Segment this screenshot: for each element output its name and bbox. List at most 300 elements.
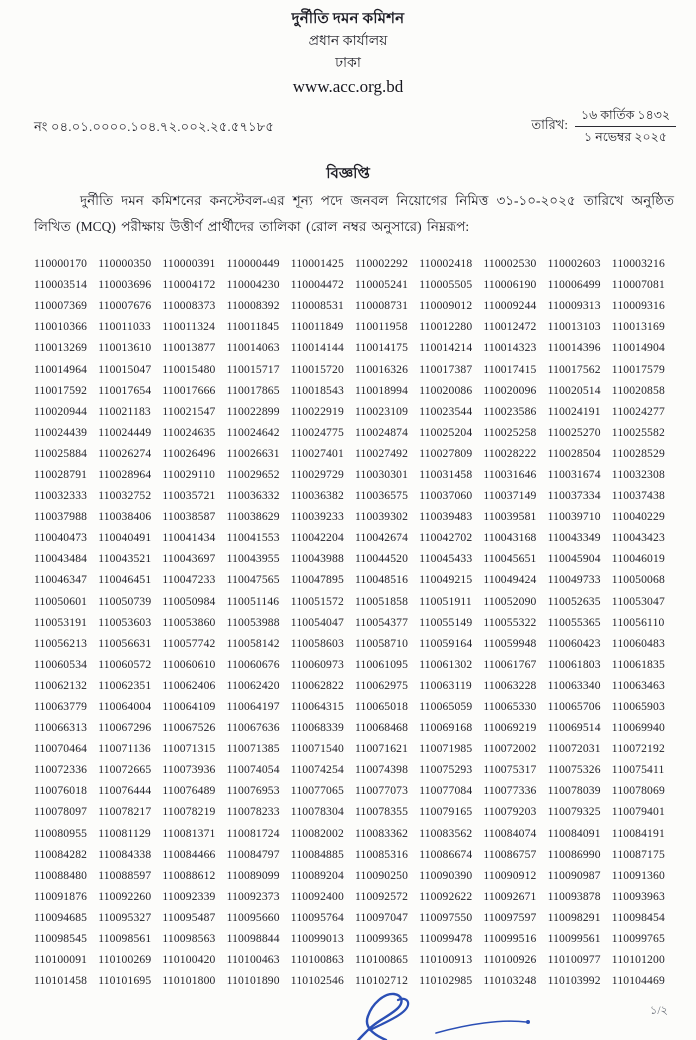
- notice-body: দুর্নীতি দমন কমিশনের কনস্টেবল-এর শূন্য পদে জনবল নিয়োগের নিমিত্ত ৩১-১০-২০২৫ তারিখে অনুষ্ঠিত লিখিত (MCQ) পরীক্ষায় উত্তীর্ণ প্রার্থীদের তালিকা (রোল নম্বর অনুসারে) নিম্নরূপ:: [34, 193, 674, 234]
- roll-number: 110076444: [98, 784, 152, 798]
- memo-value: ০৪.০১.০০০০.১০৪.৭২.০০২.২৫.৫৭১৮৫: [51, 119, 275, 134]
- roll-number: 110079401: [611, 805, 665, 819]
- roll-number: 110068468: [354, 721, 409, 735]
- roll-number: 110084074: [483, 826, 537, 840]
- date-fraction: [575, 106, 676, 147]
- roll-number: 110011033: [98, 320, 151, 334]
- roll-number: 110021183: [98, 404, 151, 418]
- roll-number: 110009316: [611, 299, 665, 313]
- roll-number: 110054047: [290, 615, 344, 629]
- roll-number: 110027809: [419, 446, 473, 460]
- roll-number: 110084885: [290, 847, 344, 861]
- roll-number: 110065706: [547, 700, 601, 714]
- roll-number: 110060676: [226, 657, 280, 671]
- roll-number: 110007676: [98, 299, 152, 313]
- roll-number: 110005505: [419, 278, 473, 292]
- roll-number: 110071540: [290, 742, 344, 756]
- roll-number: 110047565: [226, 573, 280, 587]
- roll-number: 110086990: [547, 847, 601, 861]
- roll-number: 110023544: [419, 404, 473, 418]
- roll-number: 110062822: [290, 678, 344, 692]
- roll-number: 110100865: [354, 953, 409, 967]
- roll-number: 110090390: [419, 868, 473, 882]
- roll-number: 110017387: [419, 362, 473, 376]
- website-url: www.acc.org.bd: [292, 77, 404, 96]
- roll-number: 110095764: [290, 910, 344, 924]
- roll-number: 110024775: [290, 425, 344, 439]
- roll-number: 110053860: [162, 615, 216, 629]
- roll-number: 110086674: [419, 847, 473, 861]
- page-number: ১/২: [649, 1005, 668, 1017]
- roll-number: 110023109: [354, 404, 409, 418]
- roll-number: 110040491: [98, 531, 152, 545]
- roll-number: 110031646: [483, 467, 537, 481]
- roll-number: 110047895: [290, 573, 344, 587]
- roll-number: 110020096: [483, 383, 537, 397]
- roll-number: 110078219: [162, 805, 216, 819]
- roll-number: 110084282: [34, 847, 88, 861]
- roll-number: 110071621: [354, 742, 409, 756]
- roll-number: 110052635: [547, 594, 601, 608]
- roll-number: 110025270: [547, 425, 601, 439]
- roll-number: 110072336: [34, 763, 88, 777]
- roll-number: 110024642: [226, 425, 280, 439]
- roll-number: 110045433: [419, 552, 473, 566]
- roll-number: 110074254: [290, 763, 344, 777]
- roll-number: 110067526: [162, 721, 216, 735]
- roll-number: 110014964: [34, 362, 88, 376]
- roll-number: 110002418: [419, 257, 473, 271]
- roll-number: 110061803: [547, 657, 601, 671]
- roll-number: 110042674: [354, 531, 409, 545]
- roll-number: 110055322: [483, 615, 537, 629]
- roll-number: 110036382: [290, 489, 344, 503]
- roll-number: 110071985: [419, 742, 473, 756]
- roll-number: 110050601: [34, 594, 88, 608]
- roll-number: 110036332: [226, 489, 280, 503]
- roll-number: 110051146: [226, 594, 280, 608]
- roll-number: 110050068: [611, 573, 665, 587]
- roll-number: 110079325: [547, 805, 601, 819]
- roll-number: 110067296: [98, 721, 152, 735]
- roll-number: 110002603: [547, 257, 601, 271]
- roll-number: 110007369: [34, 299, 88, 313]
- roll-number: 110000170: [34, 257, 88, 271]
- roll-number: 110060610: [162, 657, 216, 671]
- roll-number: 110078233: [226, 805, 280, 819]
- signature-ink: [344, 988, 554, 1040]
- roll-number: 110000391: [162, 257, 216, 271]
- roll-number: 110026631: [226, 446, 280, 460]
- roll-number: 110072192: [611, 742, 665, 756]
- roll-number: 110081371: [162, 826, 216, 840]
- roll-number: 110035721: [162, 489, 216, 503]
- roll-number: 110077336: [483, 784, 537, 798]
- roll-number: 110056213: [34, 636, 88, 650]
- roll-number: 110085316: [354, 847, 409, 861]
- roll-number: 110024449: [98, 425, 152, 439]
- roll-number: 110014396: [547, 341, 601, 355]
- roll-number: 110100977: [547, 953, 601, 967]
- roll-number: 110076489: [162, 784, 216, 798]
- roll-number: 110079165: [419, 805, 473, 819]
- roll-number: 110013103: [547, 320, 601, 334]
- roll-number: 110046019: [611, 552, 665, 566]
- roll-number: 110072665: [98, 763, 152, 777]
- roll-number: 110049733: [547, 573, 601, 587]
- roll-number: 110025204: [419, 425, 473, 439]
- roll-number: 110010366: [34, 320, 88, 334]
- roll-number: 110079203: [483, 805, 537, 819]
- roll-number: 110017654: [98, 383, 152, 397]
- roll-number: 110060973: [290, 657, 344, 671]
- roll-number: 110032752: [98, 489, 152, 503]
- roll-number: 110084338: [98, 847, 152, 861]
- roll-number: 110098844: [226, 932, 280, 946]
- roll-number: 110069514: [547, 721, 601, 735]
- roll-number: 110064315: [290, 700, 344, 714]
- roll-number: 110038587: [162, 510, 216, 524]
- roll-number: 110015047: [98, 362, 152, 376]
- roll-number: 110059164: [419, 636, 473, 650]
- roll-number: 110039483: [419, 510, 473, 524]
- roll-number: 110063779: [34, 700, 88, 714]
- roll-number: 110037334: [547, 489, 601, 503]
- roll-number: 110045651: [483, 552, 537, 566]
- roll-number: 110003216: [611, 257, 665, 271]
- roll-number: 110071315: [162, 742, 216, 756]
- roll-number: 110078097: [34, 805, 88, 819]
- roll-number: 110073936: [162, 763, 216, 777]
- roll-number: 110000350: [98, 257, 152, 271]
- roll-number: 110060423: [547, 636, 601, 650]
- roll-number: 110014323: [483, 341, 537, 355]
- roll-number: 110061095: [354, 657, 409, 671]
- roll-number: 110043423: [611, 531, 665, 545]
- roll-number: 110037149: [483, 489, 537, 503]
- roll-number: 110004172: [162, 278, 216, 292]
- roll-number: 110009313: [547, 299, 601, 313]
- roll-number: 110054377: [354, 615, 409, 629]
- roll-number: 110101800: [162, 974, 216, 988]
- roll-number: 110008392: [226, 299, 280, 313]
- roll-number: 110013269: [34, 341, 88, 355]
- date-label: তারিখ:: [531, 117, 568, 132]
- roll-number: 110063340: [547, 678, 601, 692]
- roll-number: 110071136: [98, 742, 151, 756]
- roll-number: 110074398: [354, 763, 409, 777]
- roll-number: 110088480: [34, 868, 88, 882]
- roll-number: 110088597: [98, 868, 152, 882]
- roll-number: 110068339: [290, 721, 344, 735]
- roll-number: 110098563: [162, 932, 216, 946]
- roll-number: 110000449: [226, 257, 280, 271]
- roll-number: 110092400: [290, 889, 344, 903]
- roll-number: 110102546: [290, 974, 344, 988]
- roll-number: 110093878: [547, 889, 601, 903]
- roll-number: 110063119: [419, 678, 472, 692]
- roll-number: 110055149: [419, 615, 473, 629]
- roll-number: 110017865: [226, 383, 280, 397]
- roll-number: 110061302: [419, 657, 473, 671]
- roll-number: 110093963: [611, 889, 665, 903]
- roll-number: 110042204: [290, 531, 344, 545]
- roll-number: 110020514: [547, 383, 601, 397]
- roll-number: 110006499: [547, 278, 601, 292]
- roll-number: 110008373: [162, 299, 216, 313]
- roll-number: 110014904: [611, 341, 665, 355]
- roll-number: 110052090: [483, 594, 537, 608]
- roll-number: 110077084: [419, 784, 473, 798]
- roll-number: 110039302: [354, 510, 409, 524]
- roll-number: 110065330: [483, 700, 537, 714]
- roll-number: 110056110: [611, 615, 665, 629]
- roll-number: 110100269: [98, 953, 152, 967]
- roll-number: 110099013: [290, 932, 344, 946]
- roll-number: 110027492: [354, 446, 409, 460]
- roll-number: 110043988: [290, 552, 344, 566]
- roll-number: 110064004: [98, 700, 152, 714]
- roll-number: 110011849: [290, 320, 344, 334]
- roll-number: 110053191: [34, 615, 88, 629]
- roll-number: 110089099: [226, 868, 280, 882]
- roll-number: 110104469: [611, 974, 665, 988]
- roll-number: 110055365: [547, 615, 601, 629]
- roll-number: 110043521: [98, 552, 152, 566]
- roll-number: 110074054: [226, 763, 280, 777]
- roll-number: 110043955: [226, 552, 280, 566]
- roll-number: 110039233: [290, 510, 344, 524]
- roll-number: 110100091: [34, 953, 88, 967]
- roll-number: 110009244: [483, 299, 537, 313]
- roll-number: 110028504: [547, 446, 601, 460]
- roll-number: 110092622: [419, 889, 473, 903]
- roll-number: 110080955: [34, 826, 88, 840]
- roll-number: 110081724: [226, 826, 280, 840]
- roll-number: 110017579: [611, 362, 665, 376]
- roll-number: 110020858: [611, 383, 665, 397]
- roll-number: 110037060: [419, 489, 473, 503]
- roll-number: 110062975: [354, 678, 409, 692]
- roll-number: 110024874: [354, 425, 409, 439]
- roll-number: 110092671: [483, 889, 537, 903]
- roll-number: 110092339: [162, 889, 216, 903]
- roll-number: 110072031: [547, 742, 601, 756]
- roll-number: 110075326: [547, 763, 601, 777]
- roll-number: 110043484: [34, 552, 88, 566]
- roll-number: 110101458: [34, 974, 88, 988]
- roll-number: 110075317: [483, 763, 537, 777]
- roll-number: 110063228: [483, 678, 537, 692]
- roll-number: 110006190: [483, 278, 537, 292]
- roll-number: 110097597: [483, 910, 537, 924]
- roll-number: 110024635: [162, 425, 216, 439]
- office-line: প্রধান কার্যালয়: [308, 34, 388, 49]
- roll-number: 110065018: [354, 700, 409, 714]
- roll-number: 110069219: [483, 721, 537, 735]
- roll-number: 110017592: [34, 383, 88, 397]
- roll-number: 110012280: [419, 320, 473, 334]
- roll-number: 110038406: [98, 510, 152, 524]
- roll-number: 110078217: [98, 805, 152, 819]
- roll-number: 110088612: [162, 868, 216, 882]
- roll-number: 110060483: [611, 636, 665, 650]
- roll-number: 110101695: [98, 974, 152, 988]
- roll-number: 110037988: [34, 510, 88, 524]
- roll-number: 110021547: [162, 404, 216, 418]
- roll-number: 110067636: [226, 721, 280, 735]
- roll-number: 110003696: [98, 278, 152, 292]
- roll-number: 110056631: [98, 636, 152, 650]
- roll-number: 110038629: [226, 510, 280, 524]
- roll-number: 110015480: [162, 362, 216, 376]
- roll-number: 110041553: [226, 531, 280, 545]
- date-gregorian: ১ নভেম্বর ২০২৫: [584, 130, 667, 144]
- roll-number: 110029110: [162, 467, 216, 481]
- roll-number: 110082002: [290, 826, 344, 840]
- roll-number: 110030301: [354, 467, 409, 481]
- roll-number: 110002292: [354, 257, 409, 271]
- roll-number: 110099365: [354, 932, 409, 946]
- roll-number: 110017415: [483, 362, 537, 376]
- roll-number: 110089204: [290, 868, 344, 882]
- roll-number: 110081129: [98, 826, 151, 840]
- roll-number: 110051858: [354, 594, 409, 608]
- roll-number: 110024439: [34, 425, 88, 439]
- roll-number: 110025258: [483, 425, 537, 439]
- roll-number: 110099478: [419, 932, 473, 946]
- roll-number: 110094685: [34, 910, 88, 924]
- roll-number: 110014144: [290, 341, 344, 355]
- roll-number: 110044520: [354, 552, 409, 566]
- roll-number: 110070464: [34, 742, 88, 756]
- roll-number: 110026496: [162, 446, 216, 460]
- roll-number: 110062132: [34, 678, 88, 692]
- memo-label: নং: [34, 119, 48, 134]
- roll-number: 110076953: [226, 784, 280, 798]
- roll-number: 110014063: [226, 341, 280, 355]
- roll-number: 110083562: [419, 826, 473, 840]
- roll-number: 110005241: [354, 278, 409, 292]
- roll-number: 110022899: [226, 404, 280, 418]
- notice-title: বিজ্ঞপ্তি: [326, 166, 370, 182]
- roll-number: 110032308: [611, 467, 665, 481]
- roll-number: 110103992: [547, 974, 601, 988]
- roll-number: 110099561: [547, 932, 601, 946]
- roll-number: 110064109: [162, 700, 216, 714]
- roll-number: 110058603: [290, 636, 344, 650]
- roll-number: 110059948: [483, 636, 537, 650]
- roll-number: 110048516: [354, 573, 409, 587]
- roll-number: 110100863: [290, 953, 344, 967]
- roll-number: 110095487: [162, 910, 216, 924]
- roll-number: 110045904: [547, 552, 601, 566]
- roll-number: 110040229: [611, 510, 665, 524]
- roll-number: 110028222: [483, 446, 537, 460]
- roll-number: 110013877: [162, 341, 216, 355]
- roll-number: 110016326: [354, 362, 409, 376]
- letterhead: [0, 8, 696, 99]
- roll-number: 110025582: [611, 425, 665, 439]
- roll-number: 110091360: [611, 868, 665, 882]
- roll-number: 110084797: [226, 847, 280, 861]
- roll-number: 110062420: [226, 678, 280, 692]
- roll-number: 110014175: [354, 341, 409, 355]
- roll-number: 110083362: [354, 826, 409, 840]
- roll-number: 110058710: [354, 636, 409, 650]
- roll-number: 110018543: [290, 383, 344, 397]
- roll-number: 110027401: [290, 446, 344, 460]
- roll-number: 110025884: [34, 446, 88, 460]
- roll-number: 110028791: [34, 467, 88, 481]
- roll-number: 110077073: [354, 784, 409, 798]
- roll-number: 110040473: [34, 531, 88, 545]
- roll-number: 110087175: [611, 847, 665, 861]
- roll-number: 110043168: [483, 531, 537, 545]
- roll-number: 110086757: [483, 847, 537, 861]
- roll-number: 110058142: [226, 636, 280, 650]
- roll-number: 110090250: [354, 868, 409, 882]
- roll-number: 110098561: [98, 932, 152, 946]
- roll-number-grid: [34, 253, 676, 991]
- roll-number: 110065903: [611, 700, 665, 714]
- roll-number: 110020944: [34, 404, 88, 418]
- roll-number: 110011845: [226, 320, 280, 334]
- roll-number: 110060572: [98, 657, 152, 671]
- roll-number: 110043349: [547, 531, 601, 545]
- roll-number: 110028964: [98, 467, 152, 481]
- roll-number: 110053603: [98, 615, 152, 629]
- roll-number: 110095660: [226, 910, 280, 924]
- roll-number: 110100913: [419, 953, 473, 967]
- memo-number: [34, 106, 274, 139]
- roll-number: 110050984: [162, 594, 216, 608]
- roll-number: 110061767: [483, 657, 537, 671]
- reference-row: [34, 106, 676, 147]
- roll-number: 110099516: [483, 932, 537, 946]
- roll-number: 110097550: [419, 910, 473, 924]
- roll-number: 110003514: [34, 278, 88, 292]
- roll-number: 110099765: [611, 932, 665, 946]
- roll-number: 110100420: [162, 953, 216, 967]
- roll-number: 110095327: [98, 910, 152, 924]
- roll-number: 110061835: [611, 657, 665, 671]
- roll-number: 110069940: [611, 721, 665, 735]
- roll-number: 110017562: [547, 362, 601, 376]
- roll-number: 110053047: [611, 594, 665, 608]
- roll-number: 110004472: [290, 278, 344, 292]
- roll-number: 110078069: [611, 784, 665, 798]
- roll-number: 110015720: [290, 362, 344, 376]
- roll-number: 110053988: [226, 615, 280, 629]
- roll-number: 110031458: [419, 467, 473, 481]
- roll-number: 110036575: [354, 489, 409, 503]
- roll-number: 110100926: [483, 953, 537, 967]
- date-bangla: ১৬ কার্তিক ১৪৩২: [575, 106, 676, 127]
- roll-number: 110001425: [290, 257, 344, 271]
- roll-number: 110098545: [34, 932, 88, 946]
- roll-number: 110011958: [354, 320, 408, 334]
- roll-number: 110022919: [290, 404, 344, 418]
- roll-number: 110101890: [226, 974, 280, 988]
- roll-number: 110065059: [419, 700, 473, 714]
- roll-number: 110013610: [98, 341, 152, 355]
- roll-number: 110090912: [483, 868, 537, 882]
- roll-number: 110008531: [290, 299, 344, 313]
- roll-number: 110023586: [483, 404, 537, 418]
- roll-number: 110041434: [162, 531, 216, 545]
- roll-number: 110084191: [611, 826, 665, 840]
